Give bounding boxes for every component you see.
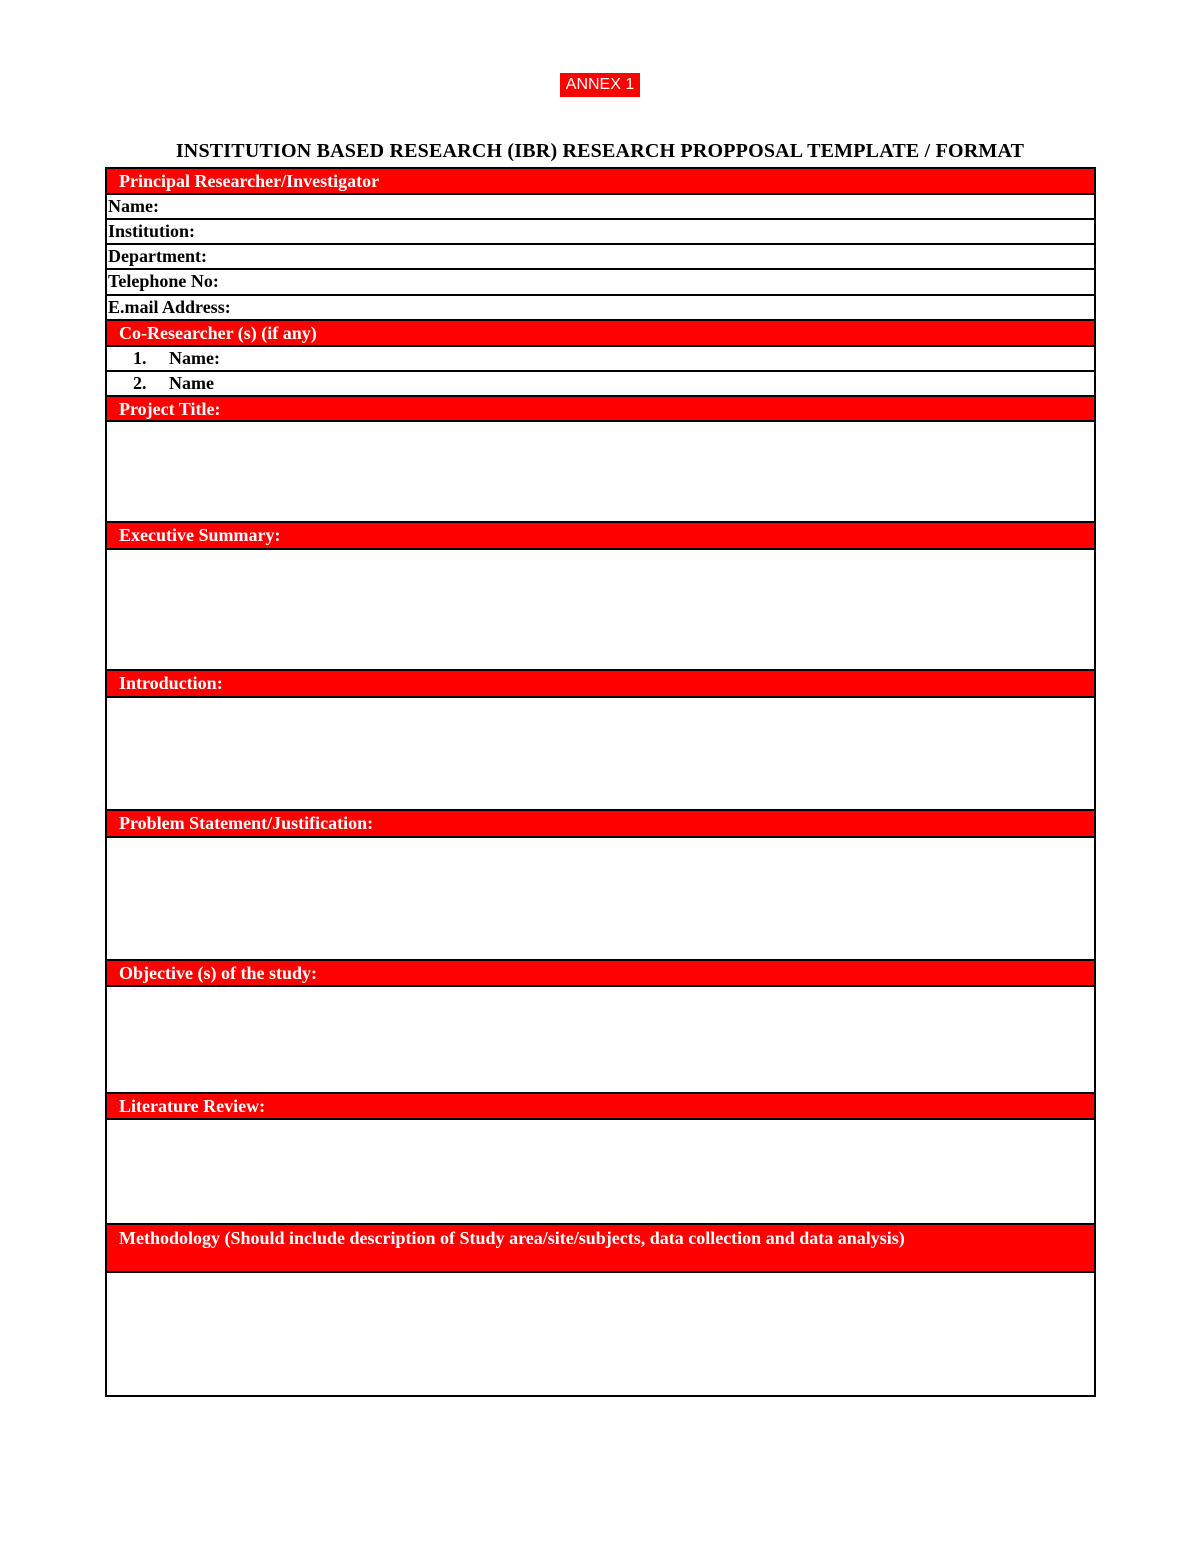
methodology-header: Methodology (Should include description of Study area/site/subjects, data collection and data analysis): [107, 1225, 1094, 1273]
objectives-header: Objective (s) of the study:: [107, 961, 1094, 987]
proposal-form: [105, 167, 1096, 1397]
annex-label: ANNEX 1: [560, 73, 640, 97]
document-title: INSTITUTION BASED RESEARCH (IBR) RESEARCH PROPPOSAL TEMPLATE / FORMAT: [175, 140, 1025, 162]
objectives-area[interactable]: [107, 987, 1094, 1094]
co-researcher-2-label: Name: [169, 373, 214, 393]
principal-researcher-header: Principal Researcher/Investigator: [107, 169, 1094, 195]
co-researcher-header: Co-Researcher (s) (if any): [107, 321, 1094, 347]
literature-review-header: Literature Review:: [107, 1094, 1094, 1120]
executive-summary-area[interactable]: [107, 550, 1094, 671]
name-field[interactable]: Name:: [107, 195, 1094, 220]
co-researcher-2-number: 2.: [133, 373, 147, 393]
literature-review-area[interactable]: [107, 1120, 1094, 1225]
problem-statement-area[interactable]: [107, 838, 1094, 961]
email-field[interactable]: E.mail Address:: [107, 296, 1094, 321]
department-field[interactable]: Department:: [107, 245, 1094, 270]
telephone-field[interactable]: Telephone No:: [107, 270, 1094, 296]
project-title-header: Project Title:: [107, 397, 1094, 422]
introduction-area[interactable]: [107, 698, 1094, 811]
institution-field[interactable]: Institution:: [107, 220, 1094, 245]
executive-summary-header: Executive Summary:: [107, 523, 1094, 550]
problem-statement-header: Problem Statement/Justification:: [107, 811, 1094, 838]
co-researcher-1-number: 1.: [133, 348, 147, 368]
introduction-header: Introduction:: [107, 671, 1094, 698]
methodology-area[interactable]: [107, 1273, 1094, 1395]
co-researcher-2-field[interactable]: [107, 372, 1094, 397]
project-title-area[interactable]: [107, 422, 1094, 523]
co-researcher-1-field[interactable]: [107, 347, 1094, 372]
co-researcher-1-label: Name:: [169, 348, 220, 368]
